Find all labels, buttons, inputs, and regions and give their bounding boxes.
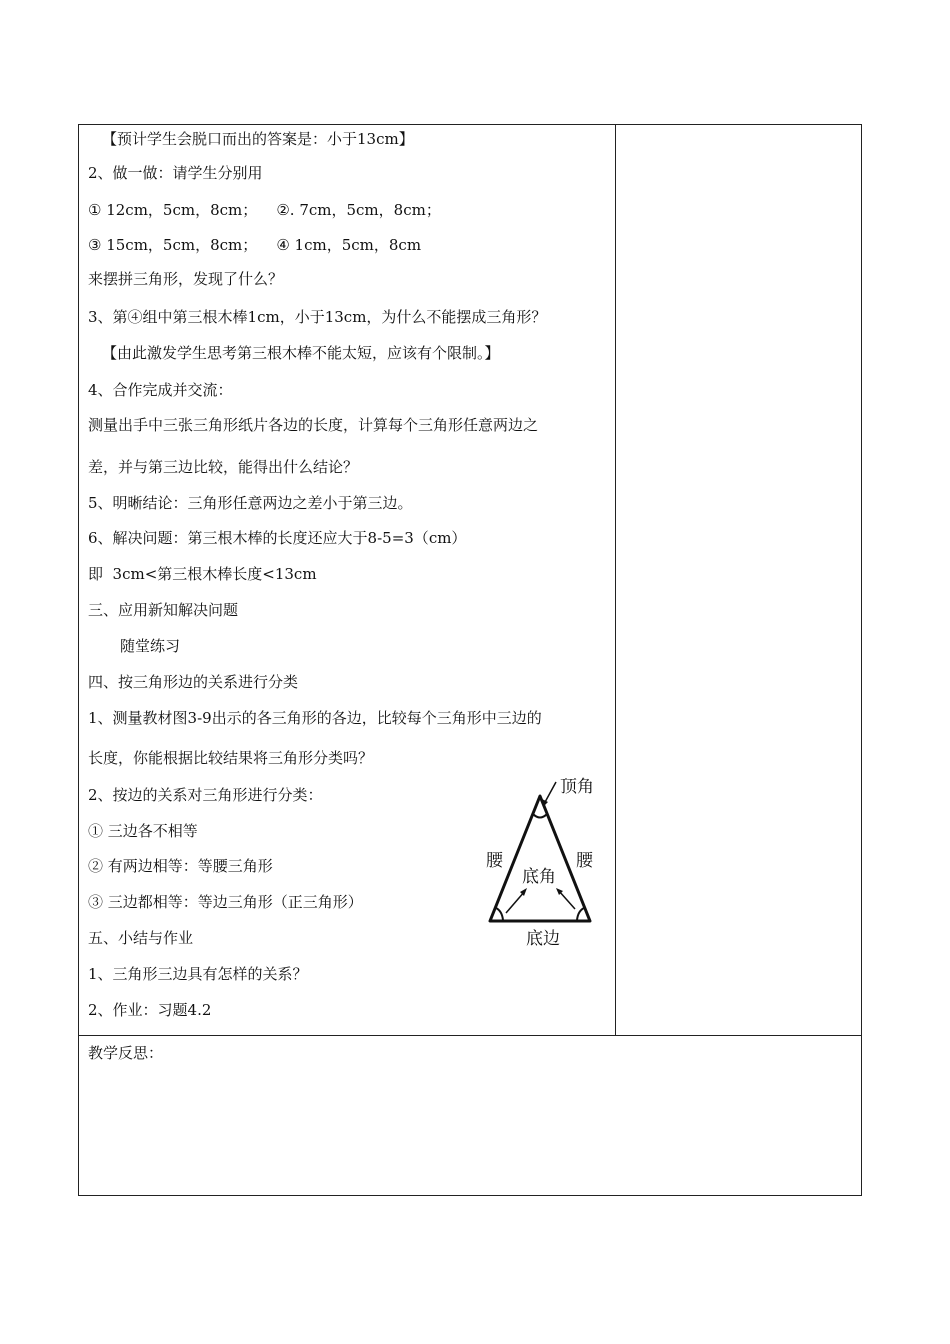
classify-item-3: ③ 三边都相等：等边三角形（正三角形） xyxy=(88,893,363,911)
step-6-result: 即 3cm<第三根木棒长度<13cm xyxy=(88,565,317,583)
activity-heading: 2、做一做：请学生分别用 xyxy=(88,164,263,182)
classify-item-2: ② 有两边相等：等腰三角形 xyxy=(88,857,273,875)
lesson-table xyxy=(78,124,862,1196)
triangle-outline xyxy=(490,796,590,921)
column-divider xyxy=(615,124,616,1035)
step-5-conclusion: 5、明晰结论：三角形任意两边之差小于第三边。 xyxy=(88,494,413,512)
classify-item-1: ① 三边各不相等 xyxy=(88,822,198,840)
leg-left-label: 腰 xyxy=(486,851,503,871)
step-4-text-b: 差，并与第三边比较，能得出什么结论？ xyxy=(88,458,359,476)
step-4-text-a: 测量出手中三张三角形纸片各边的长度，计算每个三角形任意两边之 xyxy=(88,416,539,434)
vertex-angle-arc xyxy=(533,814,547,818)
step-6-solve: 6、解决问题：第三根木棒的长度还应大于8-5=3（cm） xyxy=(88,529,467,547)
leg-right-label: 腰 xyxy=(576,851,593,871)
row-divider xyxy=(78,1035,862,1036)
base-label: 底边 xyxy=(526,929,560,949)
stick-set-1-2: ① 12cm，5cm，8cm； ②. 7cm，5cm，8cm； xyxy=(88,201,441,219)
step-4-heading: 4、合作完成并交流： xyxy=(88,381,233,399)
activity-question: 来摆拼三角形，发现了什么？ xyxy=(88,270,284,288)
isosceles-triangle-diagram xyxy=(486,774,608,956)
right-base-angle-arc xyxy=(577,908,584,920)
vertex-angle-label: 顶角 xyxy=(560,777,594,797)
reflection-label: 教学反思： xyxy=(88,1044,164,1062)
section-3-heading: 三、应用新知解决问题 xyxy=(88,601,239,619)
classify-heading: 2、按边的关系对三角形进行分类： xyxy=(88,786,323,804)
classify-task-b: 长度，你能根据比较结果将三角形分类吗？ xyxy=(88,749,374,767)
summary-question: 1、三角形三边具有怎样的关系？ xyxy=(88,965,308,983)
homework: 2、作业：习题4.2 xyxy=(88,1001,212,1019)
stick-set-3-4: ③ 15cm，5cm，8cm； ④ 1cm，5cm，8cm xyxy=(88,236,422,254)
inspiration-note: 【由此激发学生思考第三根木棒不能太短，应该有个限制。】 xyxy=(102,344,500,362)
right-base-pointer-line xyxy=(559,891,575,909)
vertex-pointer-line xyxy=(544,782,556,804)
section-5-heading: 五、小结与作业 xyxy=(88,929,194,947)
base-angle-label: 底角 xyxy=(522,867,556,887)
expected-answer-note: 【预计学生会脱口而出的答案是：小于13cm】 xyxy=(102,130,414,148)
classify-task-a: 1、测量教材图3-9出示的各三角形的各边，比较每个三角形中三边的 xyxy=(88,709,542,727)
left-base-pointer-line xyxy=(506,891,525,913)
section-4-heading: 四、按三角形边的关系进行分类 xyxy=(88,673,299,691)
left-base-angle-arc xyxy=(496,908,503,920)
question-3: 3、第④组中第三根木棒1cm，小于13cm，为什么不能摆成三角形？ xyxy=(88,308,547,326)
practice-label: 随堂练习 xyxy=(120,637,181,655)
